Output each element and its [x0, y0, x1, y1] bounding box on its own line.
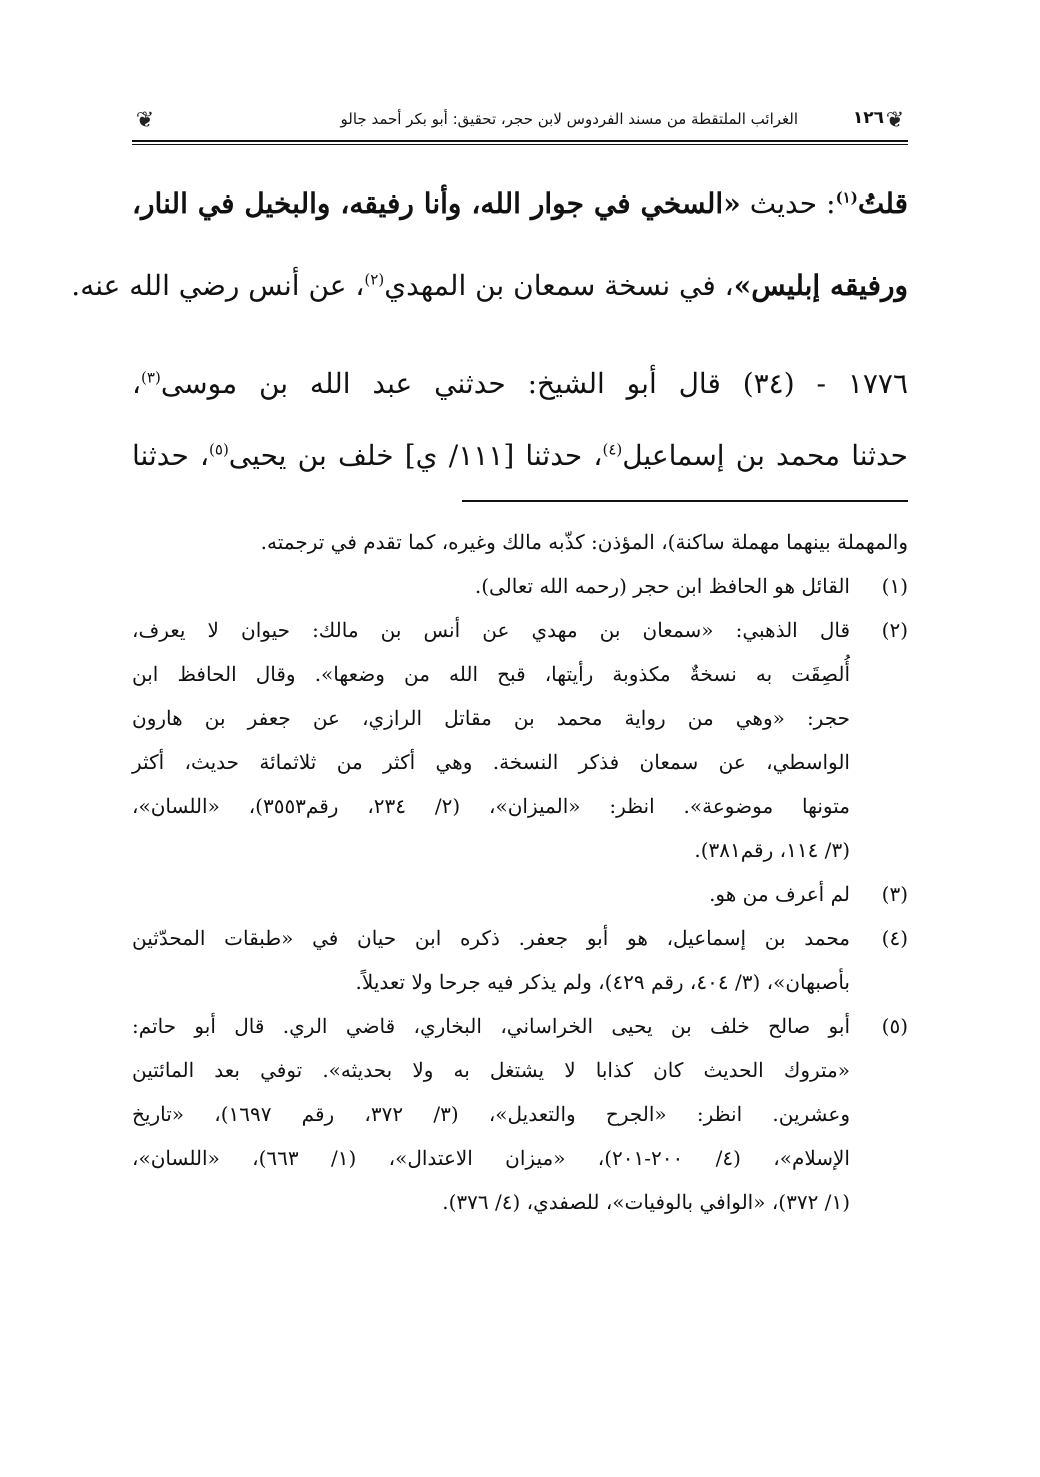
footnote-line: أبو صالح خلف بن يحيى الخراساني، البخاري، قاضي الري. قال أبو حاتم:: [132, 1014, 850, 1038]
main-line-3-tail: ،: [132, 367, 142, 400]
footnote-1: [132, 564, 908, 608]
footnote-3: [132, 872, 908, 916]
header-ornament-left-icon: ❦: [135, 108, 155, 133]
footnote-line: (١/ ٣٧٢)، «الوافي بالوفيات»، للصفدي، (٤/ ٣٧٦).: [442, 1190, 850, 1214]
header-title: الغرائب الملتقطة من مسند الفردوس لابن حجر، تحقيق: أبو بكر أحمد جالو: [340, 110, 798, 128]
footnote-number: (٤): [881, 926, 908, 950]
footnote-number: (٢): [881, 618, 908, 642]
footnote-line: الواسطي، عن سمعان فذكر النسخة. وهي أكثر من ثلاثمائة حديث، أكثر: [132, 750, 850, 774]
footnote-ref-4: (٤): [602, 440, 623, 459]
footnote-line: الإسلام»، (٤/ ٢٠٠-٢٠١)، «ميزان الاعتدال»، (١/ ٦٦٣)، «اللسان»،: [132, 1146, 850, 1170]
main-line-2: [71, 262, 908, 310]
footnote-continuation: والمهملة بينهما مهملة ساكنة)، المؤذن: كذّبه مالك وغيره، كما تقدم في ترجمته.: [260, 530, 908, 554]
footnote-number: (٥): [881, 1014, 908, 1038]
main-line-4-a: حدثنا محمد بن إسماعيل: [622, 439, 908, 472]
footnotes: [132, 520, 908, 1224]
footnote-line: متونها موضوعة». انظر: «الميزان»، (٢/ ٢٣٤، رقم٣٥٥٣)، «اللسان»،: [132, 794, 850, 818]
footnote-line: (٣/ ١١٤، رقم٣٨١).: [694, 838, 850, 862]
footnote-2: [132, 608, 908, 872]
footnote-line: لم أعرف من هو.: [709, 882, 850, 906]
footnote-5: [132, 1004, 908, 1224]
footnote-line: قال الذهبي: «سمعان بن مهدي عن أنس بن مالك: حيوان لا يعرف،: [132, 618, 851, 642]
footnote-line: القائل هو الحافظ ابن حجر (رحمه الله تعالى).: [474, 574, 850, 598]
footnote-separator: [462, 500, 908, 502]
footnote-line: «متروك الحديث كان كذابا لا يشتغل به ولا بحديثه». توفي بعد المائتين: [132, 1058, 850, 1082]
footnote-number: (٣): [881, 882, 908, 906]
footnote-line: محمد بن إسماعيل، هو أبو جعفر. ذكره ابن حيان في «طبقات المحدّثين: [132, 926, 850, 950]
running-header: [132, 100, 908, 146]
hadith-text-part-1: «السخي في جوار الله، وأنا رفيقه، والبخيل في النار،: [132, 187, 741, 220]
footnote-line: وعشرين. انظر: «الجرح والتعديل»، (٣/ ٣٧٢، رقم ١٦٩٧)، «تاريخ: [132, 1102, 850, 1126]
qultu-word: قلتُ: [857, 187, 908, 220]
footnote-4: [132, 916, 908, 1004]
main-line-2-rest: ، في نسخة سمعان بن المهدي: [384, 269, 734, 302]
page-number: ١٢٦: [852, 108, 884, 128]
header-ornament-right-icon: ❦: [885, 108, 905, 133]
main-line-1: [132, 180, 908, 228]
main-line-4-c: ، حدثنا: [132, 439, 210, 472]
main-line-2-tail: ، عن أنس رضي الله عنه.: [71, 269, 365, 302]
hadith-number-line: ١٧٧٦ - (٣٤) قال أبو الشيخ: حدثني عبد الله بن موسى: [160, 367, 908, 400]
footnote-ref-3: (٣): [141, 368, 161, 387]
footnote-ref-5: (٥): [209, 440, 229, 459]
footnote-line: أُلصِقَت به نسخةٌ مكذوبة رأيتها، قبح الله من وضعها». وقال الحافظ ابن: [132, 662, 850, 686]
footnote-number: (١): [881, 574, 908, 598]
footnote-line: بأصبهان»، (٣/ ٤٠٤، رقم ٤٢٩)، ولم يذكر فيه جرحا ولا تعديلاً.: [355, 970, 850, 994]
main-line-4: [132, 432, 908, 480]
footnote-line: حجر: «وهي من رواية محمد بن مقاتل الرازي، عن جعفر بن هارون: [132, 706, 850, 730]
footnote-ref-2: (٢): [364, 270, 385, 289]
main-line-1-a: : حديث: [740, 187, 836, 220]
hadith-text-part-2: ورفيقه إبليس»: [733, 269, 908, 302]
header-rule: [132, 140, 908, 145]
main-line-4-b: ، حدثنا [١١١/ ي] خلف بن يحيى: [228, 439, 603, 472]
main-line-3: [132, 360, 908, 408]
footnote-ref-1: (١): [835, 188, 858, 207]
